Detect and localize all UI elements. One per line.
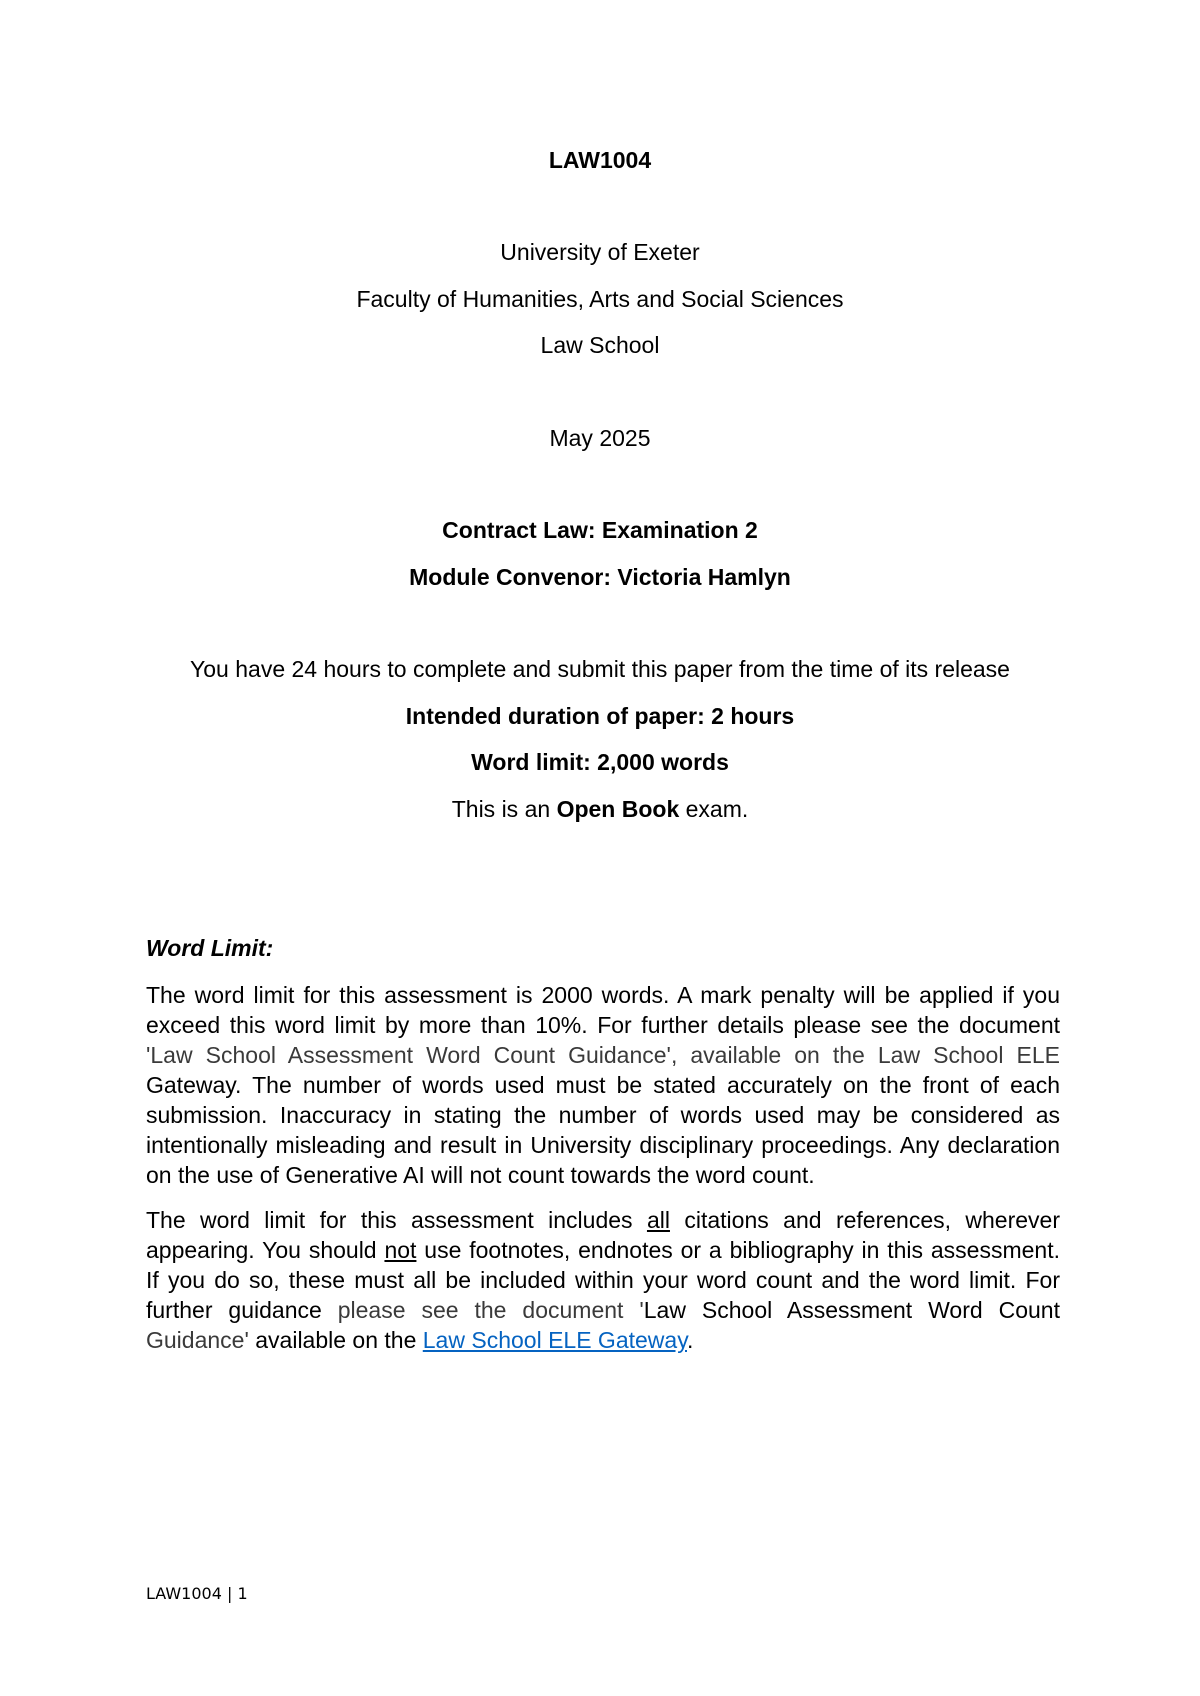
para2-text-b: citations and references, wherever appearing. You should: [146, 1207, 1060, 1263]
para2-emphasis-not: not: [384, 1237, 417, 1263]
para1-text-b: Gateway. The number of words used must be stated accurately on the front of each submission. Inaccuracy in stating the number of words used may be considered as intentionally misleading and result in University disciplinary proceedings. Any declaration on the use of Generative AI will not count towards the word count.: [146, 1072, 1060, 1188]
open-book-notice: [0, 795, 1200, 823]
para2-end: .: [687, 1327, 694, 1353]
word-limit-paragraph-1: [146, 980, 1060, 1190]
open-book-suffix: exam.: [679, 796, 749, 822]
para2-text-e: available on the: [248, 1327, 423, 1353]
para2-grey-text-2: Guidance': [146, 1327, 249, 1353]
open-book-label: Open Book: [556, 796, 680, 822]
para2-emphasis-all: all: [646, 1207, 670, 1233]
intended-duration: Intended duration of paper: 2 hours: [405, 703, 795, 729]
ele-gateway-link[interactable]: Law School ELE Gateway: [422, 1327, 687, 1353]
exam-title: Contract Law: Examination 2: [442, 517, 758, 543]
page-footer: LAW1004 | 1: [146, 1584, 248, 1603]
open-book-prefix: This is an: [451, 796, 557, 822]
para2-grey-text: please see the document ': [337, 1297, 644, 1323]
word-limit-paragraph-2: [146, 1205, 1060, 1355]
module-code: LAW1004: [548, 147, 652, 173]
school-name: Law School: [540, 332, 660, 358]
faculty-name: Faculty of Humanities, Arts and Social Sciences: [356, 286, 844, 312]
time-allowed: You have 24 hours to complete and submit this paper from the time of its release: [190, 656, 1010, 682]
para2-text-d: Law School Assessment Word Count: [643, 1297, 1060, 1323]
word-limit-heading: Word Limit:: [146, 935, 274, 961]
para1-text-a: The word limit for this assessment is 2000 words. A mark penalty will be applied if you exceed this word limit by more than 10%. For further details please see the document: [146, 982, 1060, 1038]
module-convenor: Module Convenor: Victoria Hamlyn: [409, 564, 791, 590]
university-name: University of Exeter: [500, 239, 700, 265]
para1-guidance-reference: 'Law School Assessment Word Count Guidance', available on the Law School ELE: [146, 1042, 1060, 1068]
word-limit-summary: Word limit: 2,000 words: [471, 749, 729, 775]
exam-date: May 2025: [549, 425, 651, 451]
para2-text-c: use footnotes, endnotes or a bibliography in this assessment. If you do so, these must all be included within your word count and the word limit. For further guidance: [146, 1237, 1060, 1323]
para2-text-a: The word limit for this assessment includes: [146, 1207, 647, 1233]
